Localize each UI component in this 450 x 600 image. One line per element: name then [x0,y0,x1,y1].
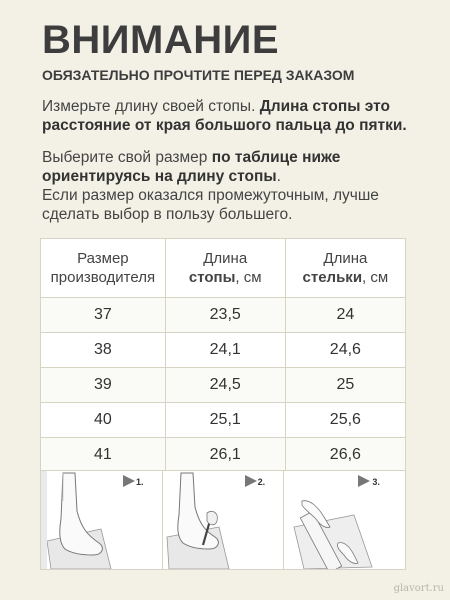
instruction-measure-bold: Длина стопы это расстояние от края большого пальца до пятки. [42,98,407,134]
cell-foot-length: 24,1 [165,333,285,368]
step-1-label: 1. [136,477,144,487]
foot-on-paper-illustration [41,471,163,569]
cell-foot-length: 23,5 [165,298,285,333]
cell-insole-length: 24 [285,298,405,333]
step-2-label: 2. [257,477,266,487]
instruction-choose-text: Выберите свой размер [42,149,212,166]
ruler-measure-illustration [284,471,405,569]
instruction-measure [42,97,432,135]
cell-foot-length: 25,1 [165,403,285,438]
size-table-header [41,239,406,298]
arrow-left-icon [245,475,257,487]
step-3-label: 3. [372,477,380,487]
header-insole-length-unit: , см [362,269,389,286]
watermark: glavort.ru [393,583,444,594]
step-1-panel [41,471,163,569]
table-row [41,438,406,473]
header-foot-length [165,239,285,298]
table-row [41,298,406,333]
header-manufacturer-size-line2: производителя [50,269,156,286]
header-foot-length-line1: Длина [203,250,248,267]
step-3-panel [284,471,405,569]
instruction-choose-end: . [276,168,281,185]
cell-size: 41 [41,438,166,473]
cell-size: 38 [41,333,166,368]
instruction-choose-bold: по таблице ниже ориентируясь на длину стопы [42,149,341,185]
header-foot-length-unit: , см [235,269,262,286]
table-row [41,403,406,438]
cell-insole-length: 25 [285,368,405,403]
cell-insole-length: 24,6 [285,333,405,368]
arrow-left-icon [123,475,135,487]
cell-size: 40 [41,403,166,438]
instruction-intermediate: Если размер оказался промежуточным, лучше сделать выбор в пользу большего. [42,187,379,223]
size-table [40,238,406,473]
arrow-left-icon [358,475,370,487]
cell-insole-length: 25,6 [285,403,405,438]
page-title: ВНИМАНИЕ [42,18,280,62]
instruction-choose [42,148,432,186]
header-insole-length [285,239,405,298]
header-manufacturer-size-line1: Размер [77,250,129,267]
cell-size: 39 [41,368,166,403]
header-manufacturer-size [41,239,166,298]
instruction-measure-text: Измерьте длину своей стопы. [42,98,260,115]
cell-foot-length: 26,1 [165,438,285,473]
header-foot-length-bold: стопы [188,269,236,286]
header-insole-length-line1: Длина [323,250,368,267]
cell-size: 37 [41,298,166,333]
page-subtitle: ОБЯЗАТЕЛЬНО ПРОЧТИТЕ ПЕРЕД ЗАКАЗОМ [42,67,355,83]
cell-insole-length: 26,6 [285,438,405,473]
measurement-illustration [40,470,406,570]
table-row [41,333,406,368]
cell-foot-length: 24,5 [165,368,285,403]
tracing-foot-illustration [163,471,285,569]
table-row [41,368,406,403]
step-2-panel [163,471,285,569]
header-insole-length-bold: стельки [302,269,363,286]
